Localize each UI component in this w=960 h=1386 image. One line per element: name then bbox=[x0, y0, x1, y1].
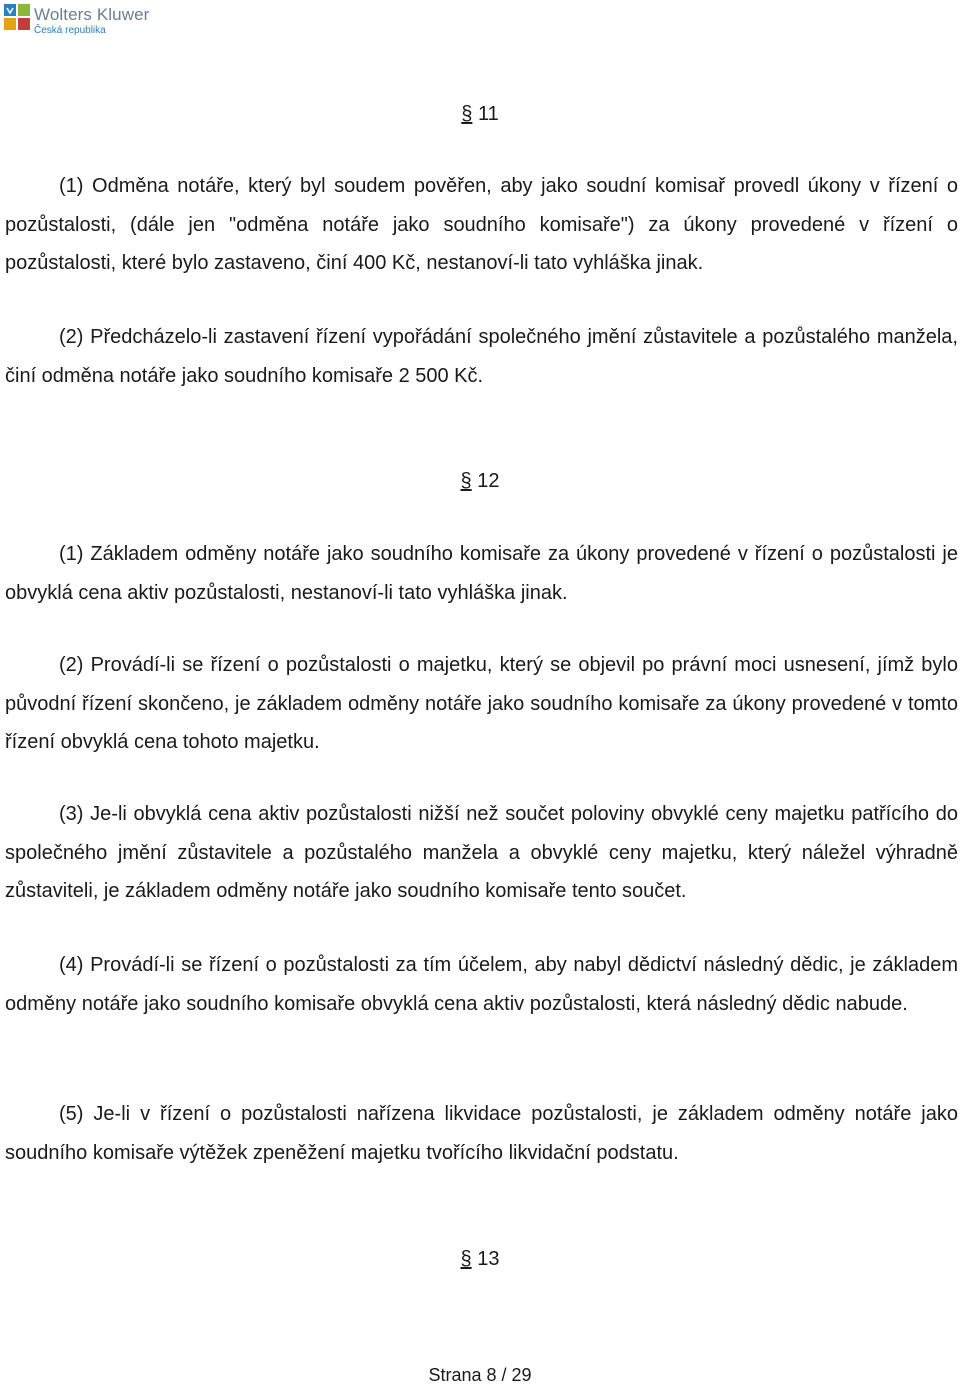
brand-name: Wolters Kluwer bbox=[34, 5, 150, 24]
section-symbol: § bbox=[461, 103, 473, 125]
section-number: 11 bbox=[477, 103, 499, 125]
section-number: 13 bbox=[477, 1248, 500, 1270]
section-number: 12 bbox=[477, 470, 500, 492]
brand-logo bbox=[4, 4, 149, 36]
paragraph-11-1: (1) Odměna notáře, který byl soudem pověřen, aby jako soudní komisař provedl úkony v řízení o pozůstalosti, (dále jen "odměna notáře jako soudního komisaře") za úkony provedené v řízení o pozůstalosti, které bylo zastaveno, činí 400 Kč, nestanoví-li tato vyhláška jinak. bbox=[5, 175, 958, 274]
brand-sub: Česká republika bbox=[34, 25, 106, 36]
section-symbol: § bbox=[460, 1248, 472, 1270]
paragraph-12-2: (2) Provádí-li se řízení o pozůstalosti o majetku, který se objevil po právní moci usnesení, jímž bylo původní řízení skončeno, je základem odměny notáře jako soudního komisaře za úkony provedené v tomto řízení obvyklá cena tohoto majetku. bbox=[5, 654, 958, 753]
paragraph-12-5: (5) Je-li v řízení o pozůstalosti nařízena likvidace pozůstalosti, je základem odměny notáře jako soudního komisaře výtěžek zpeněžení majetku tvořícího likvidační podstatu. bbox=[5, 1103, 958, 1164]
section-heading-11 bbox=[0, 102, 960, 126]
paragraph-12-4: (4) Provádí-li se řízení o pozůstalosti za tím účelem, aby nabyl dědictví následný dědic, je základem odměny notáře jako soudního komisaře obvyklá cena aktiv pozůstalosti, která následný dědic nabude. bbox=[5, 954, 958, 1015]
wolters-kluwer-logo-icon bbox=[4, 4, 30, 30]
section-heading-12 bbox=[0, 469, 960, 493]
paragraph-12-3: (3) Je-li obvyklá cena aktiv pozůstalosti nižší než součet poloviny obvyklé ceny majetku patřícího do společného jmění zůstavitele a pozůstalého manžela a obvyklé ceny majetku, který náležel výhradně zůstaviteli, je základem odměny notáře jako soudního komisaře tento součet. bbox=[5, 803, 958, 902]
section-symbol: § bbox=[460, 470, 472, 492]
page-number: Strana 8 / 29 bbox=[428, 1365, 532, 1385]
section-heading-13 bbox=[0, 1247, 960, 1271]
paragraph-11-2: (2) Předcházelo-li zastavení řízení vypořádání společného jmění zůstavitele a pozůstalého manžela, činí odměna notáře jako soudního komisaře 2 500 Kč. bbox=[5, 326, 958, 387]
paragraph-12-1: (1) Základem odměny notáře jako soudního komisaře za úkony provedené v řízení o pozůstalosti je obvyklá cena aktiv pozůstalosti, nestanoví-li tato vyhláška jinak. bbox=[5, 543, 958, 604]
